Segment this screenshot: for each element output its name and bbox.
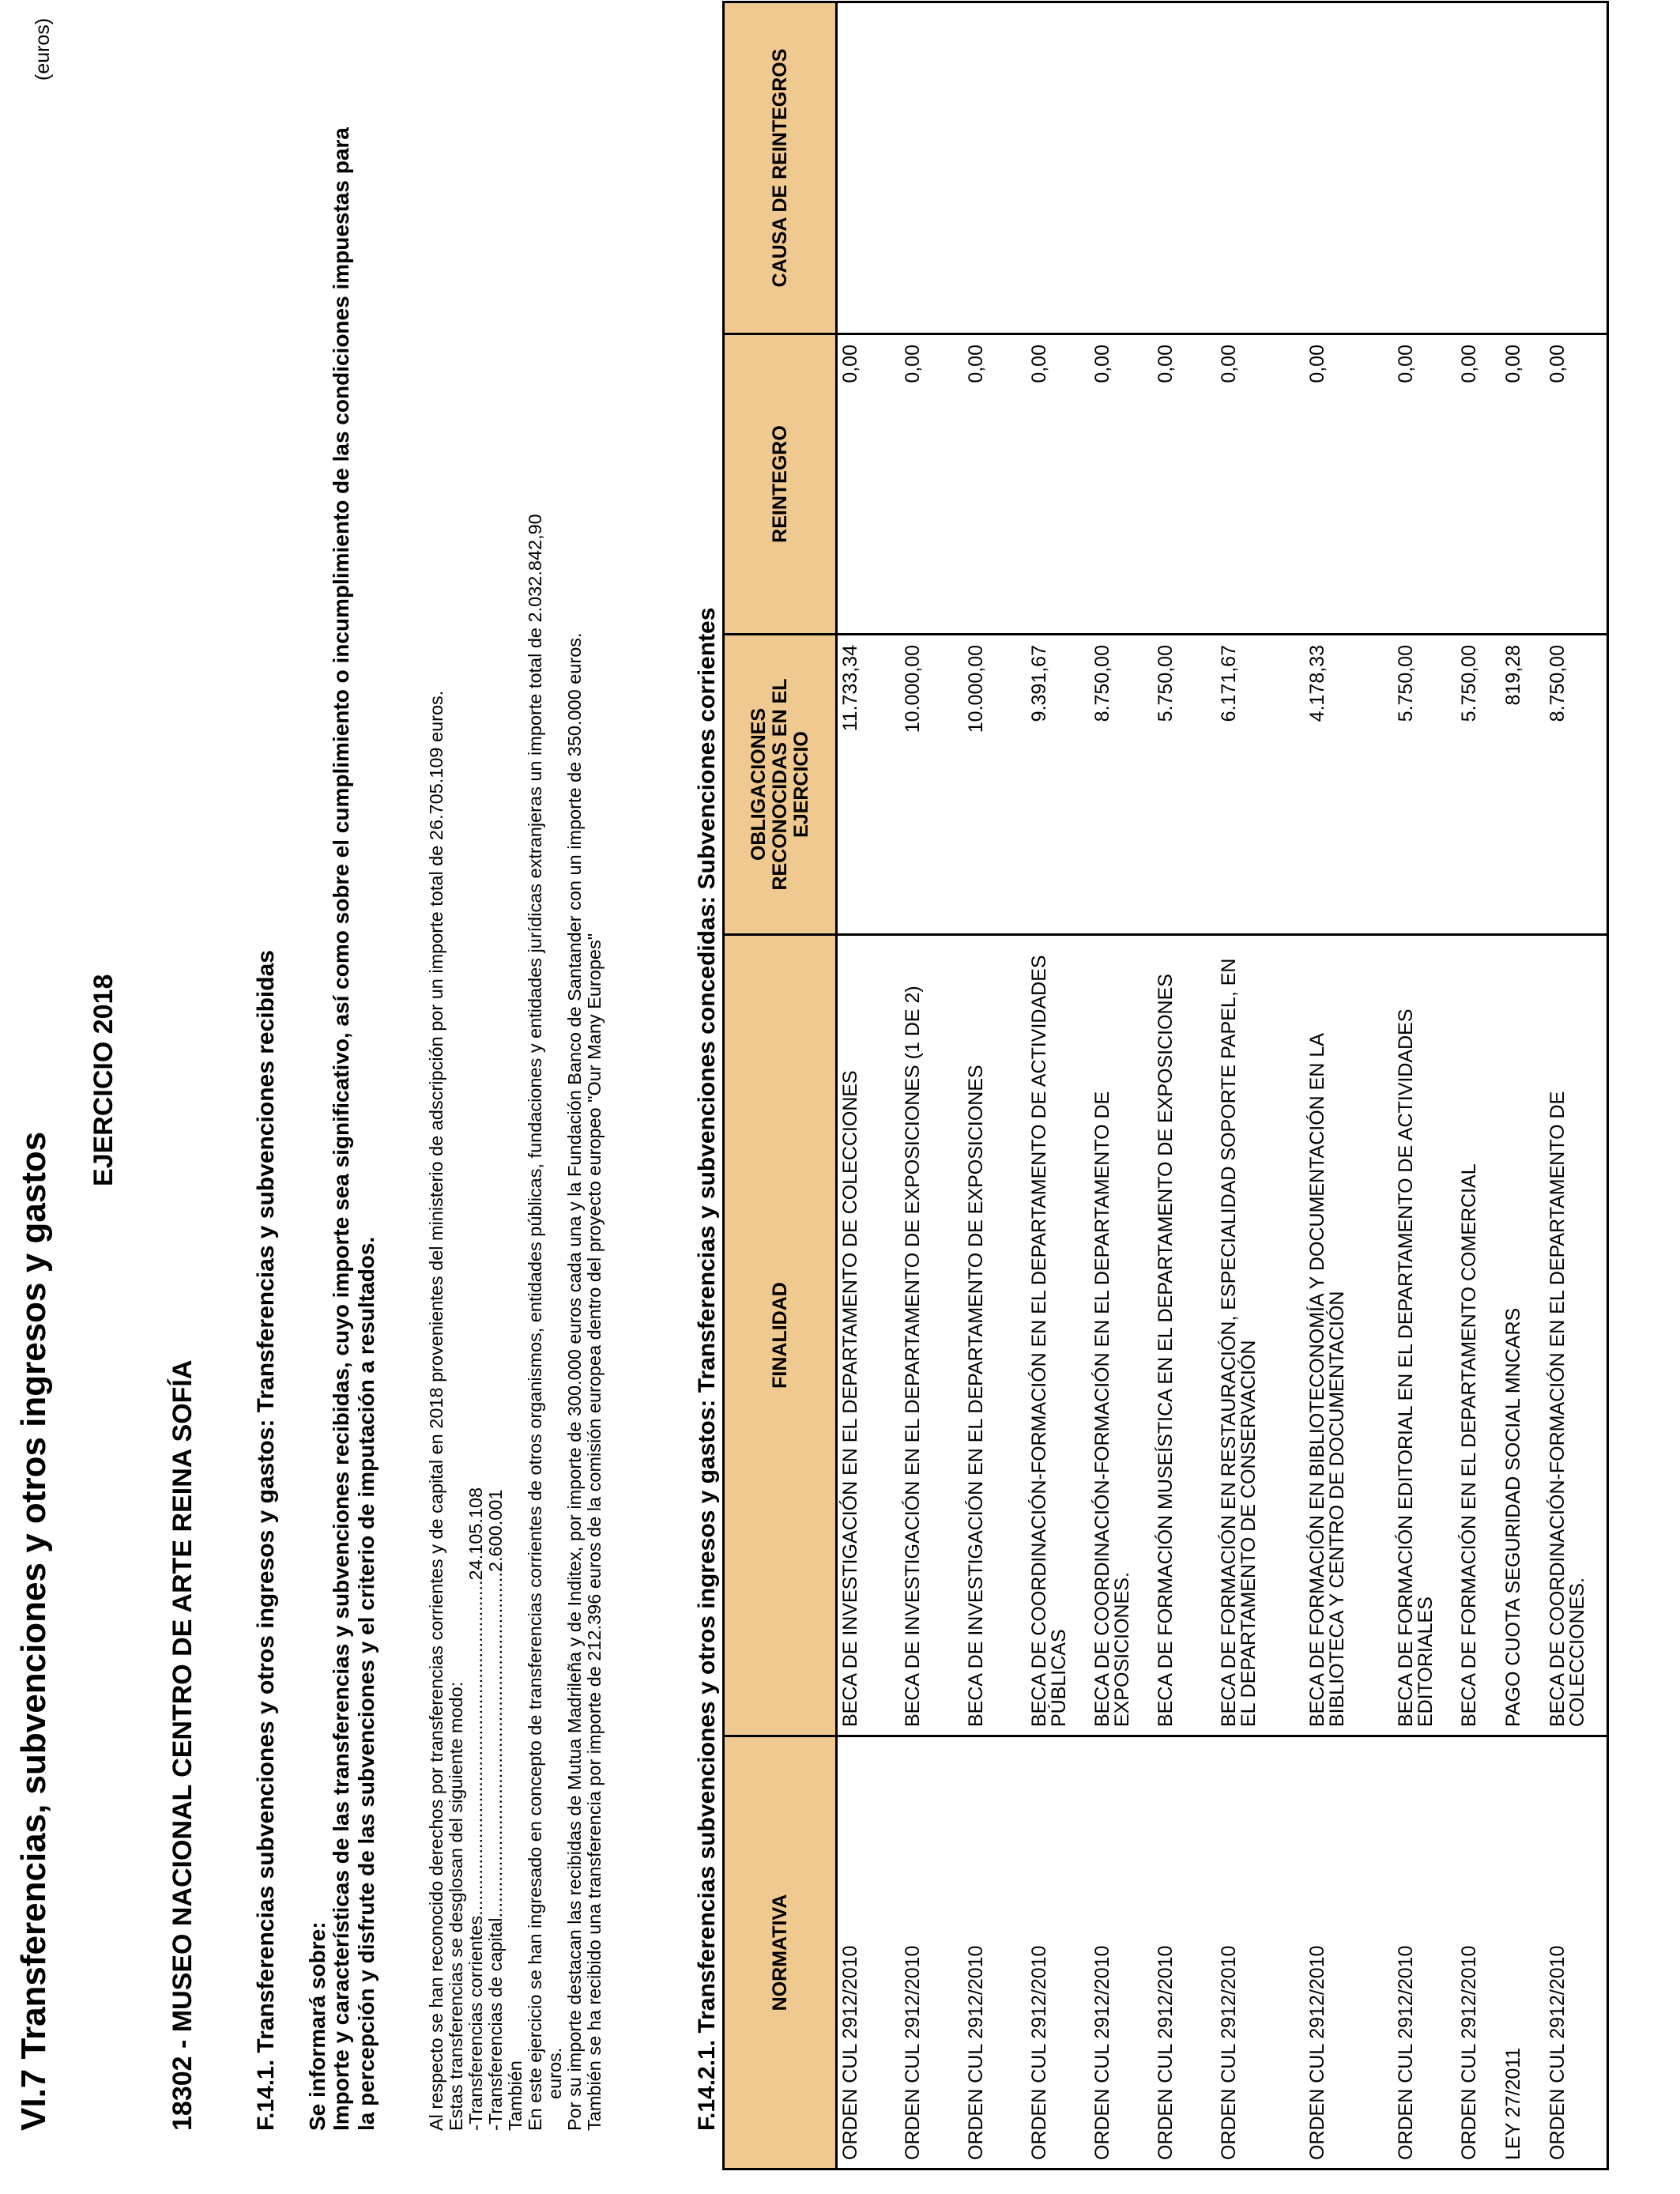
inform-text: Importe y características de las transferencias y subvenciones recibidas, cuyo importe sea significativo, así como sobre el cumplimiento o incumplimiento de las condiciones impuestas para la percepción y disfrute de las subvenciones y el criterio de imputación a resultados.: [329, 127, 379, 2131]
table-body: [837, 2, 1608, 2169]
section-heading-granted: F.14.2.1. Transferencias subvenciones y otros ingresos y gastos: Transferencias y subvenciones concedidas: Subvenciones corrientes: [694, 607, 720, 2131]
cell-obligaciones: 9.391,67: [1026, 635, 1090, 935]
cell-causa: [1545, 2, 1608, 334]
table-row: [1216, 2, 1305, 2169]
cell-finalidad: BECA DE COORDINACIÓN-FORMACIÓN EN EL DEPARTAMENTO DE ACTIVIDADES PÚBLICAS: [1026, 935, 1090, 1736]
description-line: Al respecto se han reconocido derechos por transferencias corrientes y de capital en 2018 provenientes del ministerio de adscripción por un importe total de 26.705.109 euros.: [426, 690, 446, 2131]
cell-reintegro: 0,00: [837, 334, 900, 635]
cell-obligaciones: 8.750,00: [1545, 635, 1608, 935]
cell-obligaciones: 5.750,00: [1456, 635, 1501, 935]
cell-reintegro: 0,00: [1153, 334, 1216, 635]
cell-causa: [1393, 2, 1456, 334]
cell-obligaciones: 10.000,00: [963, 635, 1026, 935]
cell-finalidad: BECA DE INVESTIGACIÓN EN EL DEPARTAMENTO DE EXPOSICIONES (1 DE 2): [900, 935, 963, 1736]
cell-finalidad: BECA DE COORDINACIÓN-FORMACIÓN EN EL DEPARTAMENTO DE COLECCIONES.: [1545, 935, 1608, 1736]
table-row: [900, 2, 963, 2169]
table-row: [1305, 2, 1393, 2169]
cell-normativa: ORDEN CUL 2912/2010: [1090, 1736, 1153, 2169]
cell-obligaciones: 5.750,00: [1153, 635, 1216, 935]
column-header-obligaciones: OBLIGACIONES RECONOCIDAS EN EL EJERCICIO: [724, 635, 837, 935]
cell-normativa: ORDEN CUL 2912/2010: [1305, 1736, 1393, 2169]
cell-reintegro: 0,00: [1216, 334, 1305, 635]
column-header-finalidad: FINALIDAD: [724, 935, 837, 1736]
table-row: [1153, 2, 1216, 2169]
table-row: [1393, 2, 1456, 2169]
grants-table: [722, 1, 1609, 2170]
cell-reintegro: 0,00: [900, 334, 963, 635]
page-title: VI.7 Transferencias, subvenciones y otros ingresos y gastos: [14, 1131, 53, 2131]
cell-reintegro: 0,00: [1545, 334, 1608, 635]
cell-causa: [837, 2, 900, 334]
table-row: [1456, 2, 1501, 2169]
unit-label: (euros): [32, 17, 54, 81]
cell-causa: [1216, 2, 1305, 334]
cell-normativa: LEY 27/2011: [1501, 1736, 1545, 2169]
table-row: [837, 2, 900, 2169]
cell-normativa: ORDEN CUL 2912/2010: [837, 1736, 900, 2169]
cell-finalidad: BECA DE FORMACIÓN MUSEÍSTICA EN EL DEPARTAMENTO DE EXPOSICIONES: [1153, 935, 1216, 1736]
description-line: -Transferencias de capital...................................................................2.600.001: [485, 1489, 506, 2131]
cell-finalidad: PAGO CUOTA SEGURIDAD SOCIAL MNCARS: [1501, 935, 1545, 1736]
cell-normativa: ORDEN CUL 2912/2010: [1393, 1736, 1456, 2169]
cell-normativa: ORDEN CUL 2912/2010: [1216, 1736, 1305, 2169]
cell-causa: [1456, 2, 1501, 334]
cell-finalidad: BECA DE FORMACIÓN EN RESTAURACIÓN, ESPECIALIDAD SOPORTE PAPEL, EN EL DEPARTAMENTO DE CONSERVACIÓN: [1216, 935, 1305, 1736]
cell-reintegro: 0,00: [1090, 334, 1153, 635]
cell-obligaciones: 6.171,67: [1216, 635, 1305, 935]
cell-obligaciones: 5.750,00: [1393, 635, 1456, 935]
cell-finalidad: BECA DE COORDINACIÓN-FORMACIÓN EN EL DEPARTAMENTO DE EXPOSICIONES.: [1090, 935, 1153, 1736]
cell-causa: [963, 2, 1026, 334]
cell-finalidad: BECA DE INVESTIGACIÓN EN EL DEPARTAMENTO DE COLECCIONES: [837, 935, 900, 1736]
table-row: [1090, 2, 1153, 2169]
cell-obligaciones: 10.000,00: [900, 635, 963, 935]
cell-finalidad: BECA DE FORMACIÓN EN EL DEPARTAMENTO COMERCIAL: [1456, 935, 1501, 1736]
cell-normativa: ORDEN CUL 2912/2010: [1545, 1736, 1608, 2169]
cell-causa: [1090, 2, 1153, 334]
cell-normativa: ORDEN CUL 2912/2010: [1026, 1736, 1090, 2169]
cell-causa: [1501, 2, 1545, 334]
table-row: [1026, 2, 1090, 2169]
cell-causa: [900, 2, 963, 334]
table-row: [963, 2, 1026, 2169]
inform-label: Se informará sobre:: [305, 1921, 330, 2131]
received-description: [427, 92, 605, 2131]
column-header-causa: CAUSA DE REINTEGROS: [724, 2, 837, 334]
cell-normativa: ORDEN CUL 2912/2010: [963, 1736, 1026, 2169]
cell-causa: [1026, 2, 1090, 334]
cell-obligaciones: 819,28: [1501, 635, 1545, 935]
description-line: En este ejercicio se han ingresado en concepto de transferencias corrientes de otros organismos, entidades públicas, fundaciones y entidades jurídicas extranjeras un importe total de 2.032.842,90: [525, 514, 545, 2131]
cell-obligaciones: 8.750,00: [1090, 635, 1153, 935]
cell-reintegro: 0,00: [1393, 334, 1456, 635]
cell-normativa: ORDEN CUL 2912/2010: [1153, 1736, 1216, 2169]
cell-reintegro: 0,00: [1026, 334, 1090, 635]
exercise-heading: EJERCICIO 2018: [89, 974, 119, 1186]
cell-reintegro: 0,00: [1305, 334, 1393, 635]
cell-finalidad: BECA DE INVESTIGACIÓN EN EL DEPARTAMENTO DE EXPOSICIONES: [963, 935, 1026, 1736]
entity-heading: 18302 - MUSEO NACIONAL CENTRO DE ARTE REINA SOFÍA: [168, 1359, 198, 2131]
description-line: euros.: [544, 2047, 565, 2099]
cell-reintegro: 0,00: [963, 334, 1026, 635]
description-line: Por su importe destacan las recibidas de Mutua Madrileña y de Inditex, por importe de 300.000 euros cada una y la Fundación Banco de Santander con un importe de 350.000 euros.: [564, 632, 585, 2131]
cell-normativa: ORDEN CUL 2912/2010: [1456, 1736, 1501, 2169]
description-line: -Transferencias corrientes.................................................................24.105.108: [465, 1487, 486, 2131]
cell-reintegro: 0,00: [1456, 334, 1501, 635]
description-line: También: [505, 2060, 525, 2131]
cell-reintegro: 0,00: [1501, 334, 1545, 635]
table-row: [1501, 2, 1545, 2169]
cell-obligaciones: 11.733,34: [837, 635, 900, 935]
cell-finalidad: BECA DE FORMACIÓN EDITORIAL EN EL DEPARTAMENTO DE ACTIVIDADES EDITORIALES: [1393, 935, 1456, 1736]
section-heading-received: F.14.1. Transferencias subvenciones y otros ingresos y gastos: Transferencias y subvenciones recibidas: [253, 950, 279, 2131]
table-header-row: [724, 2, 837, 2169]
description-line: También se ha recibido una transferencia por importe de 212.396 euros de la comisión europea dentro del proyecto europeo "Our Many Europes": [584, 933, 605, 2131]
description-line: Estas transferencias se desglosan del siguiente modo:: [446, 1681, 466, 2131]
cell-normativa: ORDEN CUL 2912/2010: [900, 1736, 963, 2169]
cell-obligaciones: 4.178,33: [1305, 635, 1393, 935]
column-header-reintegro: REINTEGRO: [724, 334, 837, 635]
column-header-normativa: NORMATIVA: [724, 1736, 837, 2169]
cell-causa: [1153, 2, 1216, 334]
cell-causa: [1305, 2, 1393, 334]
table-row: [1545, 2, 1608, 2169]
cell-finalidad: BECA DE FORMACIÓN EN BIBLIOTECONOMÍA Y DOCUMENTACIÓN EN LA BIBLIOTECA Y CENTRO DE DOCUMENTACIÓN: [1305, 935, 1393, 1736]
